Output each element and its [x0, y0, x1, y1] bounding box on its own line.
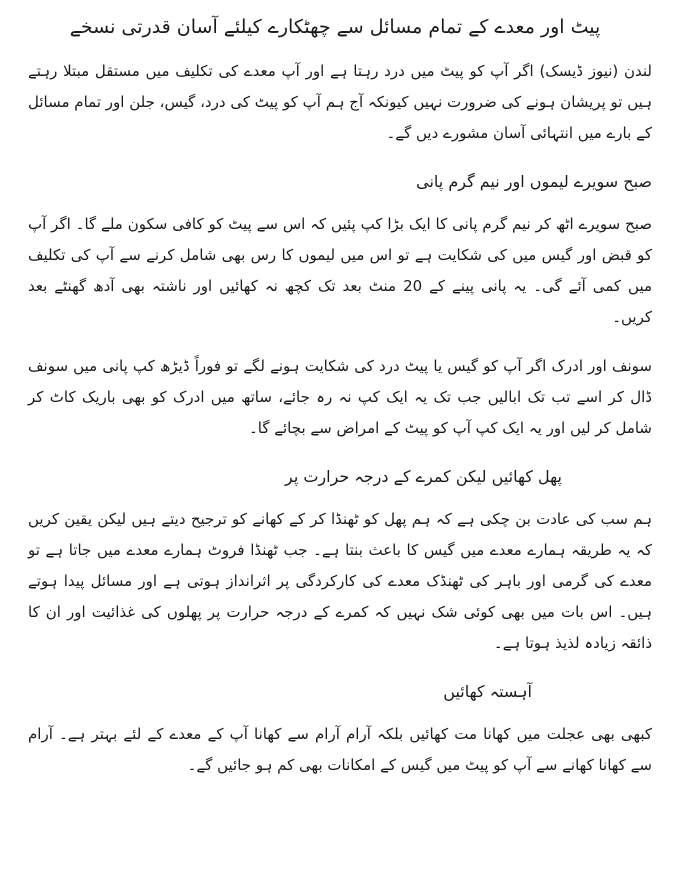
paragraph-lemon-water: صبح سویرے اٹھ کر نیم گرم پانی کا ایک بڑا کپ پئیں کہ اس سے پیٹ کو کافی سکون ملے گا۔ اگر آپ کو قبض اور گیس میں کی شکایت ہے تو اس میں لیموں کا رس بھی شامل کرنے سے آپ کی تکلیف میں کمی آئے گی۔ یہ پانی پینے کے 20 منٹ بعد تک کچھ نہ کھائیں اور ناشتہ بھی آدھ گھنٹے بعد کریں۔ [28, 215, 653, 326]
paragraph-eat-slowly: کبھی بھی عجلت میں کھانا مت کھائیں بلکہ آرام آرام سے کھانا آپ کے معدے کے لئے بہتر ہے۔ آرام سے کھانا کھانے سے آپ کو پیٹ میں گیس کے امکانات بھی کم ہو جائیں گے۔ [28, 725, 652, 774]
article [28, 10, 652, 799]
article-title: پیٹ اور معدے کے تمام مسائل سے چھٹکارے کیلئے آسان قدرتی نسخے [69, 16, 601, 38]
section-heading-lemon-water: صبح سویرے لیموں اور نیم گرم پانی [416, 172, 652, 191]
intro-paragraph: لندن (نیوز ڈیسک) اگر آپ کو پیٹ میں درد رہتا ہے اور آپ معدے کی تکلیف میں مستقل مبتلا رہتے ہیں تو پریشان ہونے کی ضرورت نہیں کیونکہ آج ہم آپ کو پیٹ کی درد، گیس، جلن اور تمام مسائل کے بارے میں انتہائی آسان مشورے دیں گے۔ [28, 62, 652, 142]
section-heading-fruit-room-temp: پھل کھائیں لیکن کمرے کے درجہ حرارت پر [284, 467, 562, 486]
paragraph-fruit-room-temp: ہم سب کی عادت بن چکی ہے کہ ہم پھل کو ٹھنڈا کر کے کھانے کو ترجیح دیتے ہیں لیکن یقین کریں کہ یہ طریقہ ہمارے معدے میں گیس کا باعث بنتا ہے۔ جب ٹھنڈا فروٹ ہمارے معدے میں جاتا ہے تو معدے کی گرمی اور باہر کی ٹھنڈک معدے کی کارکردگی پر اثرانداز ہوتی ہے اور مسائل پیدا ہوتے ہیں۔ اس بات میں بھی کوئی شک نہیں کہ کمرے کے درجہ حرارت پر پھلوں کی غذائیت اور ان کا ذائقہ زیادہ لذیذ ہوتا ہے۔ [28, 510, 652, 652]
paragraph-fennel-ginger: سونف اور ادرک اگر آپ کو گیس یا پیٹ درد کی شکایت ہونے لگے تو فوراً ڈیڑھ کپ پانی میں سونف ڈال کر اسے تب تک ابالیں جب تک یہ ایک کپ نہ رہ جائے، ساتھ میں ادرک کو بھی باریک کاٹ کر شامل کر لیں اور یہ ایک کپ آپ کو پیٹ کے امراض سے بچائے گا۔ [28, 357, 652, 437]
section-heading-eat-slowly: آہستہ کھائیں [443, 682, 532, 701]
